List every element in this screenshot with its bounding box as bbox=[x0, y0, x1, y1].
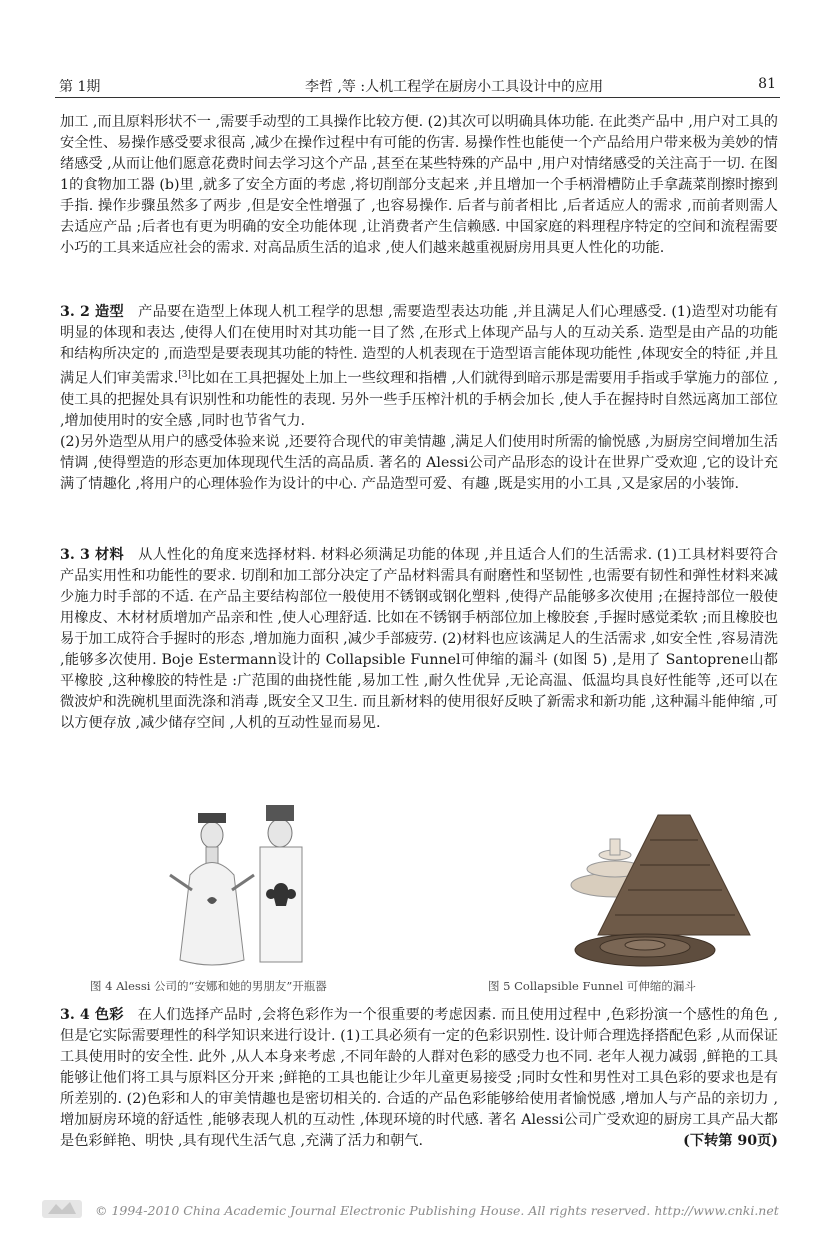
boyfriend-figurine bbox=[260, 805, 302, 962]
figure-5-caption: 图 5 Collapsible Funnel 可伸缩的漏斗 bbox=[488, 979, 696, 993]
figure-4-caption: 图 4 Alessi 公司的“安娜和她的男朋友”开瓶器 bbox=[90, 979, 327, 993]
citation-ref: [3] bbox=[178, 370, 192, 380]
section-3-2-para-1 bbox=[60, 302, 778, 432]
copyright-footer: © 1994-2010 China Academic Journal Electronic Publishing House. All rights reserved. http://www.cnki.net bbox=[95, 1203, 779, 1218]
section-3-3-para bbox=[60, 545, 778, 734]
header-rule bbox=[55, 97, 780, 98]
section-3-2-heading: 3. 2 造型 bbox=[60, 304, 124, 320]
continued-note: (下转第 90页) bbox=[683, 1133, 778, 1149]
section-3-2-para-2: (2)另外造型从用户的感受体验来说 ,还要符合现代的审美情趣 ,满足人们使用时所需的愉悦感 ,为厨房空间增加生活情调 ,使得塑造的形态更加体现现代生活的高品质. 著名的 Alessi公司产品形态的设计在世界广受欢迎 ,它的设计充满了情趣化 ,将用户的心理体验作为设计的中心. 产品造型可爱、有趣 ,既是实用的小工具 ,又是家居的小装饰. bbox=[60, 433, 778, 492]
section-3-2 bbox=[60, 302, 778, 495]
section-3-2-text-b: 比如在工具把握处上加上一些纹理和指槽 ,人们就得到暗示那是需要用手指或手掌施力的部位 ,使工具的把握处具有识别性和功能性的表现. 另外一些手压榨汁机的手柄会加长 ,使人手在握持时自然远离加工部位 ,增加使用时的安全感 ,同时也节省气力. bbox=[60, 370, 779, 429]
figures-area bbox=[60, 795, 778, 995]
anna-figurine bbox=[170, 813, 254, 965]
paragraph-intro: 加工 ,而且原料形状不一 ,需要手动型的工具操作比较方便. (2)其次可以明确具体功能. 在此类产品中 ,用户对工具的安全性、易操作感受要求很高 ,减少在操作过程中有可能的伤害. 易操作性也能使一个产品给用户带来极为美妙的情绪感受 ,从而让他们愿意花费时间去学习这个产品 ,甚至在某些特殊的产品中 ,用户对情绪感受的关注高于一切. 在图 1的食物加工器 (b)里 ,就多了安全方面的考虑 ,将切削部分支起来 ,并且增加一个手柄滑槽防止手拿蔬菜削擦时擦到手指. 操作步骤虽然多了两步 ,但是安全性增强了 ,也容易操作. 后者与前者相比 ,后者适应人的需求 ,而前者则需人去适应产品 ;后者也有更为明确的安全功能体现 ,让消费者产生信赖感. 中国家庭的料理程序特定的空间和流程需要小巧的工具来适应社会的需求. 对高品质生活的追求 ,使人们越来越重视厨房用具更人性化的功能. bbox=[60, 114, 778, 256]
running-title: 李哲 ,等 :人机工程学在厨房小工具设计中的应用 bbox=[305, 79, 604, 95]
paragraph-block-1 bbox=[60, 112, 778, 259]
funnel-flat bbox=[575, 934, 715, 966]
publisher-logo bbox=[40, 1196, 84, 1222]
section-3-2-text-a: 产品要在造型上体现人机工程学的思想 ,需要造型表达功能 ,并且满足人们心理感受. (1)造型对功能有明显的体现和表达 ,使得人们在使用时对其功能一目了然 ,在形式上体现产品与人的互动关系. 造型是由产品的功能和结构所决定的 ,而造型是要表现其功能的特性. 造型的人机表现在于造型语言能体现功能性 ,体现安全的特征 ,并且满足人们审美需求. bbox=[60, 304, 779, 387]
section-3-4-heading: 3. 4 色彩 bbox=[60, 1007, 124, 1023]
section-3-3 bbox=[60, 545, 778, 734]
issue-number: 第 1期 bbox=[59, 79, 101, 95]
section-3-3-text: 从人性化的角度来选择材料. 材料必须满足功能的体现 ,并且适合人们的生活需求. (1)工具材料要符合产品实用性和功能性的要求. 切削和加工部分决定了产品材料需具有耐磨性和坚韧性 ,也需要有韧性和弹性材料来减少施力时手部的不适. 在产品主要结构部位一般使用不锈钢或钢化塑料 ,使得产品能够多次使用 ;在握持部位一般使用橡皮、木材材质增加产品亲和性 ,使人心理舒适. 比如在不锈钢手柄部位加上橡胶套 ,手握时感觉柔软 ;而且橡胶也易于加工成符合手握时的形态 ,增加施力面积 ,减少手部疲劳. (2)材料也应该满足人的生活需求 ,如安全性 ,容易清洗 ,能够多次使用. Boje Estermann设计的 Collapsible Funnel可伸缩的漏斗 (如图 5) ,是用了 Santoprene山都平橡胶 ,这种橡胶的特性是 :广范围的曲挠性能 ,易加工性 ,耐久性优异 ,无论高温、低温均具良好性能等 ,还可以在微波炉和洗碗机里面洗涤和消毒 ,既安全又卫生. 而且新材料的使用很好反映了新需求和新功能 ,这种漏斗能伸缩 ,可以方便存放 ,减少储存空间 ,人机的互动性显而易见. bbox=[60, 547, 778, 731]
section-3-4-para bbox=[60, 1005, 778, 1152]
section-3-4-text: 在人们选择产品时 ,会将色彩作为一个很重要的考虑因素. 而且使用过程中 ,色彩扮演一个感性的角色 ,但是它实际需要理性的科学知识来进行设计. (1)工具必须有一定的色彩识别性. 设计师合理选择搭配色彩 ,从而保证工具使用时的安全性. 此外 ,从人本身来考虑 ,不同年龄的人群对色彩的感受力也不同. 老年人视力减弱 ,鲜艳的工具能够让他们将工具与原料区分开来 ;鲜艳的工具也能让少年儿童更易接受 ;同时女性和男性对工具色彩的要求也是有所差别的. (2)色彩和人的审美情趣也是密切相关的. 合适的产品色彩能够给使用者愉悦感 ,增加人与产品的亲切力 ,增加厨房环境的舒适性 ,能够表现人机的互动性 ,体现环境的时代感. 著名 Alessi公司广受欢迎的厨房工具产品大都是色彩鲜艳、明快 ,具有现代生活气息 ,充满了活力和朝气. bbox=[60, 1007, 779, 1149]
page-number: 81 bbox=[758, 76, 776, 92]
section-3-3-heading: 3. 3 材料 bbox=[60, 547, 124, 563]
page-header bbox=[55, 72, 780, 98]
section-3-4 bbox=[60, 1005, 778, 1152]
figure-4-image bbox=[60, 795, 778, 975]
